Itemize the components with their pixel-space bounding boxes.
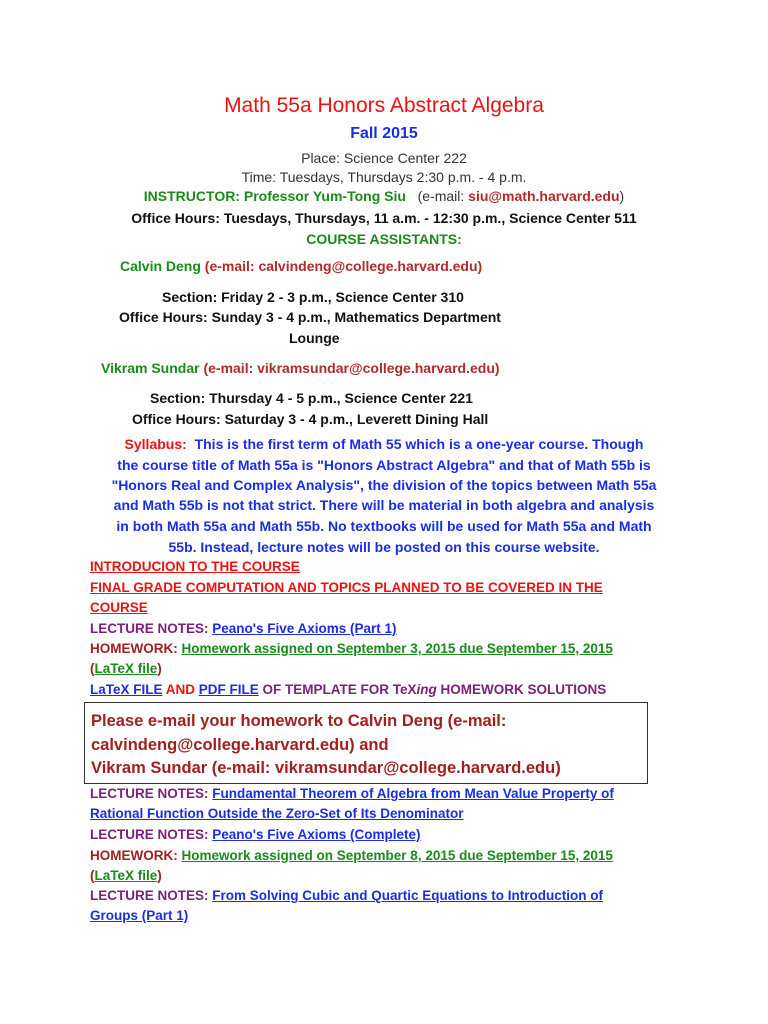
assistant-name: Calvin Deng	[120, 258, 201, 274]
homework-link[interactable]: Homework assigned on September 8, 2015 due September 15, 2015	[181, 848, 613, 863]
template-pdf-link[interactable]: PDF FILE	[198, 682, 259, 697]
lecture-notes-link-cont[interactable]: Rational Function Outside the Zero-Set of Its Denominator	[90, 806, 464, 821]
final-grade-link[interactable]: FINAL GRADE COMPUTATION AND TOPICS PLANNED TO BE COVERED IN THE	[90, 580, 603, 595]
instructor-label: INSTRUCTOR: Professor Yum-Tong Siu	[143, 188, 406, 204]
lecture-notes-label: LECTURE NOTES:	[90, 786, 213, 801]
syllabus-label: Syllabus:	[124, 436, 187, 452]
homework-email-notice	[84, 702, 648, 784]
assistant-name: Vikram Sundar	[101, 360, 200, 376]
homework-label: HOMEWORK:	[90, 848, 182, 863]
template-row: LaTeX FILE AND PDF FILE OF TEMPLATE FOR TeXing HOMEWORK SOLUTIONS	[90, 682, 607, 697]
lecture-notes-link-cont[interactable]: Groups (Part 1)	[90, 908, 189, 923]
notice-line: calvindeng@college.harvard.edu) and	[91, 736, 389, 754]
lecture-notes-label: LECTURE NOTES:	[90, 621, 213, 636]
syllabus-line: 55b. Instead, lecture notes will be posted on this course website.	[168, 539, 600, 555]
lecture-notes-link[interactable]: Peano's Five Axioms (Part 1)	[212, 621, 397, 636]
instructor-line: INSTRUCTOR: Professor Yum-Tong Siu (e-mail: siu@math.harvard.edu)	[143, 188, 625, 204]
lecture-notes-row	[90, 888, 603, 903]
assistant-office-hours: Office Hours: Saturday 3 - 4 p.m., Leverett Dining Hall	[132, 411, 489, 427]
time-text: Time: Tuesdays, Thursdays 2:30 p.m. - 4 p.m.	[241, 169, 527, 185]
syllabus-line: and Math 55b is not that strict. There will be material in both algebra and analysis	[113, 497, 655, 513]
latex-file-row: (LaTeX file)	[90, 661, 162, 676]
lecture-notes-row-cont	[90, 806, 464, 821]
homework-row	[90, 848, 613, 863]
syllabus-line: "Honors Real and Complex Analysis", the division of the topics between Math 55a	[111, 477, 657, 493]
introduction-link[interactable]: INTRODUCION TO THE COURSE	[90, 559, 300, 574]
page-title: Math 55a Honors Abstract Algebra	[224, 94, 544, 117]
lecture-notes-row-cont	[90, 908, 188, 923]
final-grade-link-cont[interactable]: COURSE	[90, 600, 148, 615]
syllabus-line: the course title of Math 55a is "Honors Abstract Algebra" and that of Math 55b is	[117, 457, 651, 473]
latex-file-link[interactable]: LaTeX file	[94, 661, 158, 676]
template-latex-link[interactable]: LaTeX FILE	[90, 682, 163, 697]
latex-file-row: (LaTeX file)	[90, 868, 162, 883]
homework-link[interactable]: Homework assigned on September 3, 2015 due September 15, 2015	[181, 641, 613, 656]
lecture-notes-row	[90, 827, 421, 842]
assistant-section: Section: Thursday 4 - 5 p.m., Science Center 221	[150, 390, 473, 406]
lecture-notes-row	[90, 786, 614, 801]
homework-label: HOMEWORK:	[90, 641, 182, 656]
assistant-calvin-line	[120, 258, 482, 274]
assistant-office-hours: Office Hours: Sunday 3 - 4 p.m., Mathematics Department	[119, 309, 501, 325]
lecture-notes-link[interactable]: Fundamental Theorem of Algebra from Mean Value Property of	[212, 786, 614, 801]
course-assistants-heading: COURSE ASSISTANTS:	[306, 231, 462, 247]
notice-line: Vikram Sundar (e-mail: vikramsundar@college.harvard.edu)	[91, 759, 561, 777]
syllabus-line: in both Math 55a and Math 55b. No textbooks will be used for Math 55a and Math	[116, 518, 652, 534]
assistant-section: Section: Friday 2 - 3 p.m., Science Center 310	[162, 289, 464, 305]
instructor-email[interactable]: siu@math.harvard.edu	[468, 188, 620, 204]
notice-line: Please e-mail your homework to Calvin Deng (e-mail:	[91, 712, 507, 730]
assistant-email[interactable]: (e-mail: vikramsundar@college.harvard.edu)	[203, 360, 500, 376]
latex-file-link[interactable]: LaTeX file	[94, 868, 158, 883]
assistant-office-hours-cont: Lounge	[289, 330, 340, 346]
instructor-email-prefix: (e-mail:	[417, 188, 469, 204]
assistant-email[interactable]: (e-mail: calvindeng@college.harvard.edu)	[204, 258, 483, 274]
homework-row	[90, 641, 613, 656]
lecture-notes-link[interactable]: From Solving Cubic and Quartic Equations to Introduction of	[212, 888, 604, 903]
lecture-notes-link[interactable]: Peano's Five Axioms (Complete)	[212, 827, 421, 842]
lecture-notes-row	[90, 621, 397, 636]
lecture-notes-label: LECTURE NOTES:	[90, 827, 213, 842]
assistant-vikram-line	[101, 360, 500, 376]
place-text: Place: Science Center 222	[301, 150, 467, 166]
syllabus-line: Syllabus: This is the first term of Math 55 which is a one-year course. Though	[124, 436, 644, 452]
instructor-office-hours: Office Hours: Tuesdays, Thursdays, 11 a.m. - 12:30 p.m., Science Center 511	[131, 210, 637, 226]
lecture-notes-label: LECTURE NOTES:	[90, 888, 213, 903]
term-label: Fall 2015	[350, 125, 418, 142]
